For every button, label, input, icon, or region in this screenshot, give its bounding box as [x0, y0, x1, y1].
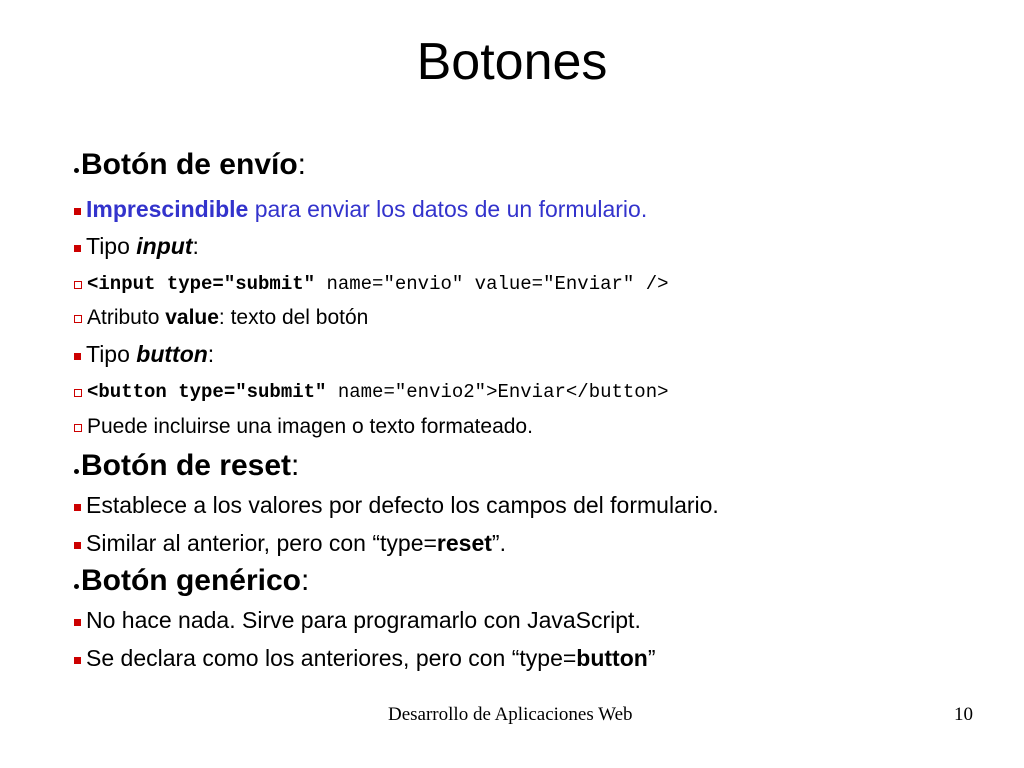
footer-course-title: Desarrollo de Aplicaciones Web [388, 704, 633, 725]
square-bullet-icon [74, 504, 81, 511]
list-item: Imprescindible para enviar los datos de un formulario. [74, 195, 647, 223]
hollow-square-bullet-icon [74, 424, 82, 432]
list-item: Tipo button: [74, 340, 214, 368]
list-item: Establece a los valores por defecto los campos del formulario. [74, 491, 719, 519]
square-bullet-icon [74, 245, 81, 252]
list-item: Puede incluirse una imagen o texto formateado. [74, 414, 533, 440]
hollow-square-bullet-icon [74, 315, 82, 323]
square-bullet-icon [74, 657, 81, 664]
list-item: Similar al anterior, pero con “type=reset”. [74, 529, 506, 557]
code-line-button: <button type="submit" name="envio2">Enviar</button> [74, 379, 669, 405]
bullet-dot-icon [74, 168, 79, 173]
square-bullet-icon [74, 208, 81, 215]
section-heading-generico: Botón genérico: [74, 563, 309, 599]
section-heading-envio: Botón de envío: [74, 147, 306, 183]
hollow-square-bullet-icon [74, 281, 82, 289]
list-item: No hace nada. Sirve para programarlo con JavaScript. [74, 606, 641, 634]
square-bullet-icon [74, 619, 81, 626]
slide-title: Botones [416, 33, 608, 91]
square-bullet-icon [74, 353, 81, 360]
hollow-square-bullet-icon [74, 389, 82, 397]
page-number: 10 [954, 704, 973, 725]
list-item: Tipo input: [74, 232, 199, 260]
list-item: Atributo value: texto del botón [74, 305, 368, 331]
code-line-input: <input type="submit" name="envio" value="Enviar" /> [74, 271, 669, 297]
bullet-dot-icon [74, 469, 79, 474]
list-item: Se declara como los anteriores, pero con “type=button” [74, 644, 655, 672]
section-heading-reset: Botón de reset: [74, 448, 299, 484]
bullet-dot-icon [74, 584, 79, 589]
square-bullet-icon [74, 542, 81, 549]
